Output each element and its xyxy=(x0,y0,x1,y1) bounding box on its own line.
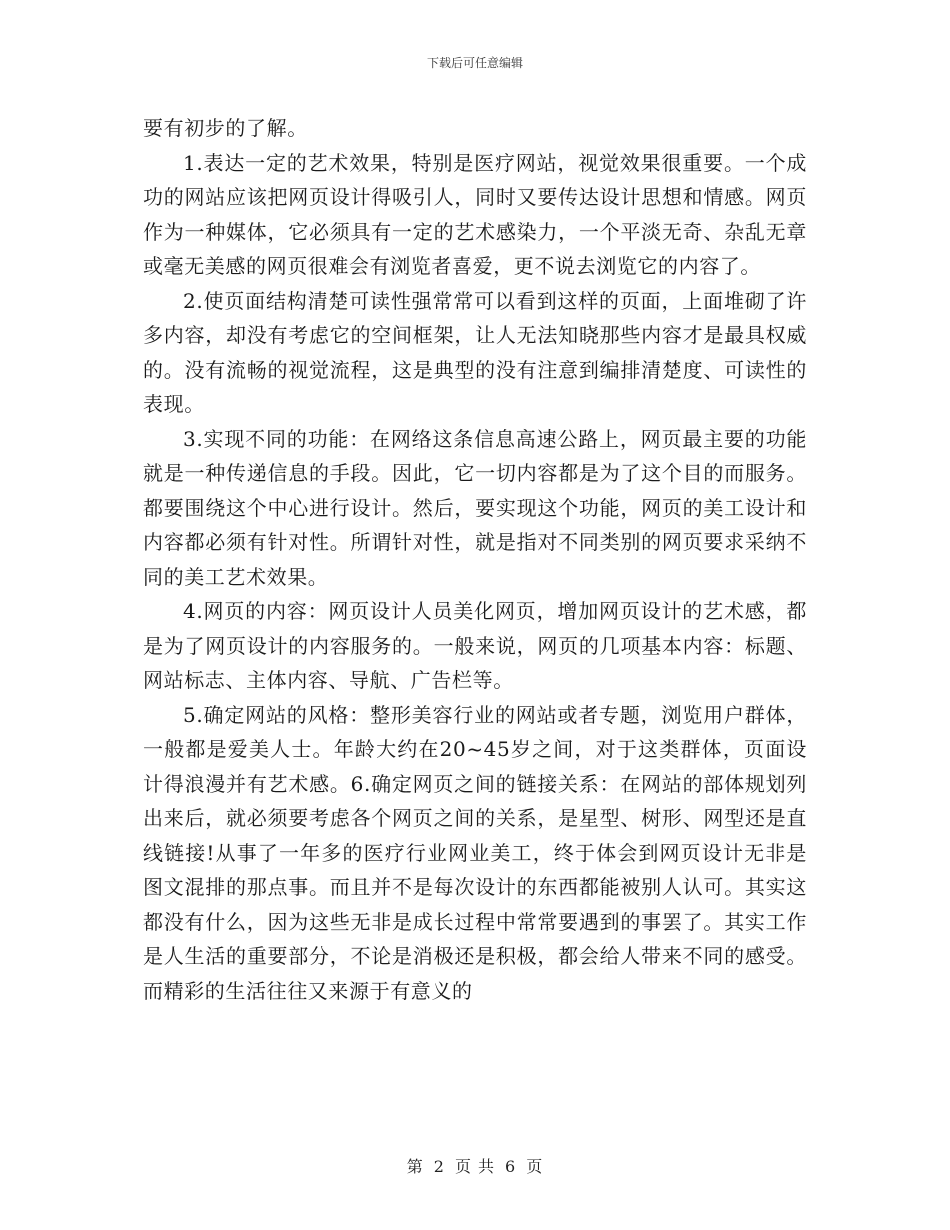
footer-total-pages: 6 xyxy=(505,1157,517,1176)
paragraph-1: 1.表达一定的艺术效果，特别是医疗网站，视觉效果很重要。一个成功的网站应该把网页设计得吸引人，同时又要传达设计思想和情感。网页作为一种媒体，它必须具有一定的艺术感染力，一个平淡无奇、杂乱无章或毫无美感的网页很难会有浏览者喜爱，更不说去浏览它的内容了。 xyxy=(143,150,807,278)
document-body xyxy=(143,111,807,1008)
footer-suffix: 页 xyxy=(526,1157,544,1176)
page-header: 下载后可任意编辑 xyxy=(426,56,523,70)
paragraph-5: 5.确定网站的风格：整形美容行业的网站或者专题，浏览用户群体，一般都是爱美人士。年龄大约在20~45岁之间，对于这类群体，页面设计得浪漫并有艺术感。6.确定网页之间的链接关系：在网站的部体规划列出来后，就必须要考虑各个网页之间的关系，是星型、树形、网型还是直线链接!从事了一年多的医疗行业网业美工，终于体会到网页设计无非是图文混排的那点事。而且并不是每次设计的东西都能被别人认可。其实这都没有什么，因为这些无非是成长过程中常常要遇到的事罢了。其实工作是人生活的重要部分，不论是消极还是积极，都会给人带来不同的感受。而精彩的生活往往又来源于有意义的 xyxy=(143,702,807,1003)
paragraph-4: 4.网页的内容：网页设计人员美化网页，增加网页设计的艺术感，都是为了网页设计的内容服务的。一般来说，网页的几项基本内容：标题、网站标志、主体内容、导航、广告栏等。 xyxy=(143,599,807,692)
paragraph-2: 2.使页面结构清楚可读性强常常可以看到这样的页面，上面堆砌了许多内容，却没有考虑它的空间框架，让人无法知晓那些内容才是最具权威的。没有流畅的视觉流程，这是典型的没有注意到编排清楚度、可读性的表现。 xyxy=(143,288,807,416)
footer-mid: 页 共 xyxy=(454,1157,496,1176)
footer-prefix: 第 xyxy=(406,1157,424,1176)
paragraph-3: 3.实现不同的功能：在网络这条信息高速公路上，网页最主要的功能就是一种传递信息的手段。因此，它一切内容都是为了这个目的而服务。都要围绕这个中心进行设计。然后，要实现这个功能，网页的美工设计和内容都必须有针对性。所谓针对性，就是指对不同类别的网页要求采纳不同的美工艺术效果。 xyxy=(143,426,807,589)
page-footer xyxy=(0,1154,950,1177)
paragraph-intro: 要有初步的了解。 xyxy=(143,116,308,140)
footer-page-number: 2 xyxy=(433,1157,445,1176)
